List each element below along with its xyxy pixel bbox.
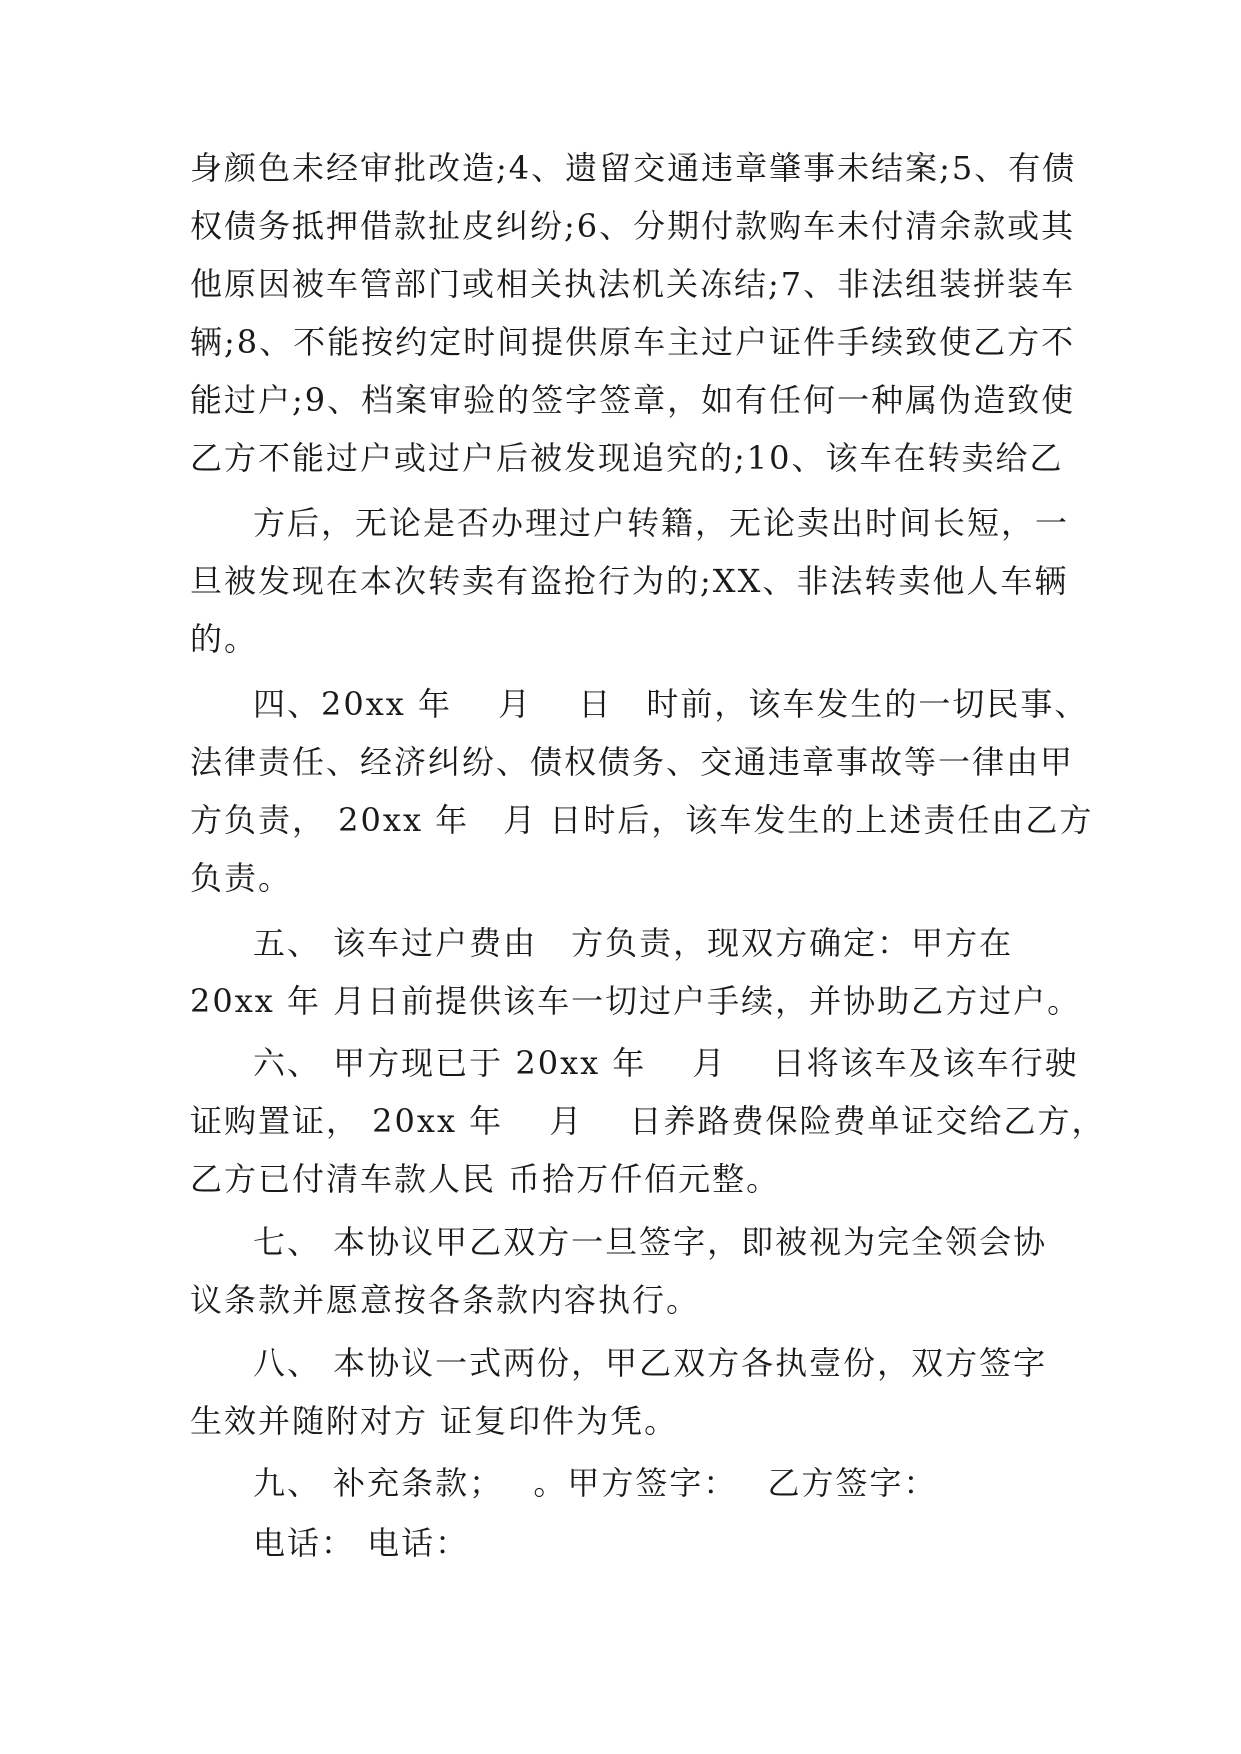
- text-line-14: 五、 该车过户费由 方负责，现双方确定：甲方在: [253, 924, 1014, 962]
- text-line-12: 方负责， 20xx 年 月 日时后，该车发生的上述责任由乙方: [190, 801, 1094, 839]
- text-line-17: 证购置证， 20xx 年 月 日养路费保险费单证交给乙方，: [190, 1102, 1106, 1140]
- text-line-13: 负责。: [190, 859, 293, 897]
- text-line-1: 身颜色未经审批改造;4、遗留交通违章肇事未结案;5、有债: [190, 149, 1077, 187]
- text-line-11: 法律责任、经济纠纷、债权债务、交通违章事故等一律由甲: [190, 743, 1075, 781]
- text-line-21: 八、 本协议一式两份，甲乙双方各执壹份，双方签字: [253, 1344, 1048, 1382]
- text-line-20: 议条款并愿意按各条款内容执行。: [190, 1281, 701, 1319]
- text-line-16: 六、 甲方现已于 20xx 年 月 日将该车及该车行驶: [253, 1044, 1079, 1082]
- text-line-23: 九、 补充条款； 。甲方签字： 乙方签字：: [253, 1464, 938, 1502]
- text-line-5: 能过户;9、档案审验的签字签章，如有任何一种属伪造致使: [190, 381, 1076, 419]
- text-line-18: 乙方已付清车款人民 币拾万仟佰元整。: [190, 1160, 781, 1198]
- text-line-15: 20xx 年 月日前提供该车一切过户手续，并协助乙方过户。: [190, 982, 1082, 1020]
- text-line-6: 乙方不能过户或过户后被发现追究的;10、该车在转卖给乙: [190, 439, 1064, 477]
- text-line-8: 旦被发现在本次转卖有盗抢行为的;XX、非法转卖他人车辆: [190, 562, 1069, 600]
- text-line-9: 的。: [190, 620, 259, 658]
- text-line-22: 生效并随附对方 证复印件为凭。: [190, 1402, 679, 1440]
- text-line-24: 电话： 电话：: [253, 1524, 470, 1562]
- text-line-2: 权债务抵押借款扯皮纠纷;6、分期付款购车未付清余款或其: [190, 207, 1076, 245]
- text-line-10: 四、20xx 年 月 日 时前，该车发生的一切民事、: [253, 685, 1089, 723]
- text-line-4: 辆;8、不能按约定时间提供原车主过户证件手续致使乙方不: [190, 323, 1076, 361]
- text-line-7: 方后，无论是否办理过户转籍，无论卖出时间长短，一: [253, 504, 1070, 542]
- text-line-19: 七、 本协议甲乙双方一旦签字，即被视为完全领会协: [253, 1223, 1048, 1261]
- text-line-3: 他原因被车管部门或相关执法机关冻结;7、非法组装拼装车: [190, 265, 1076, 303]
